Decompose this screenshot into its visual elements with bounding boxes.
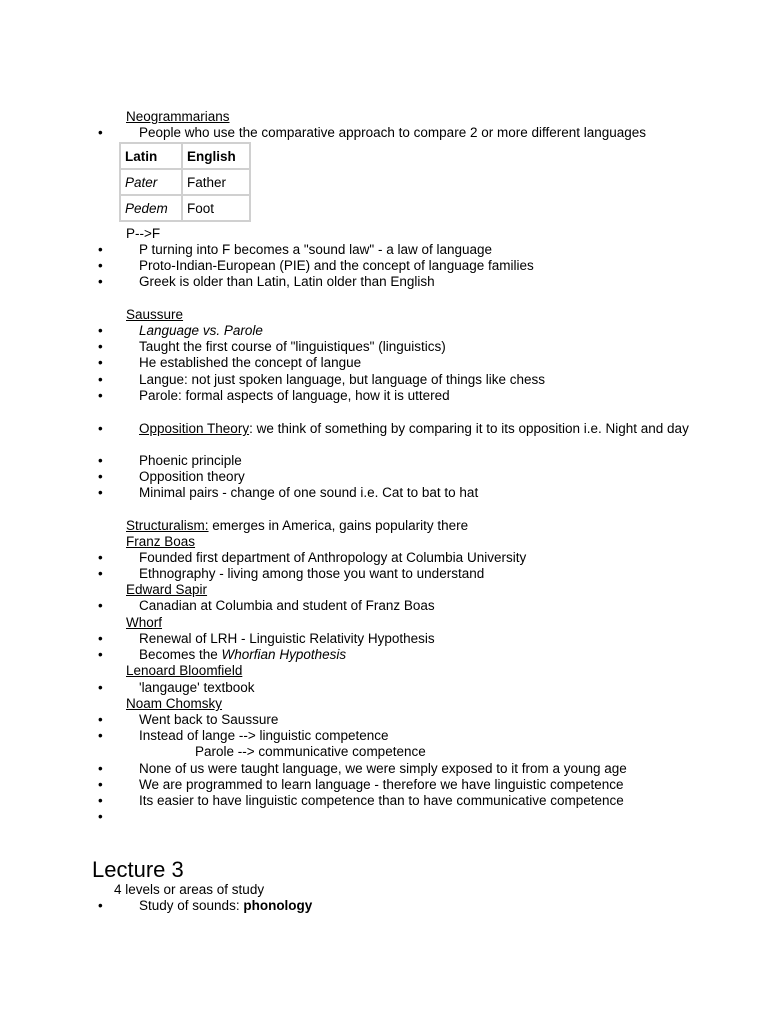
bullet-icon: • <box>98 728 103 743</box>
table-row <box>120 169 250 195</box>
lecture-3-heading: Lecture 3 <box>92 857 184 882</box>
lecture-3-subtitle: 4 levels or areas of study <box>114 882 265 897</box>
bullet-icon: • <box>98 485 103 500</box>
document-page: Neogrammarians • People who use the comparative approach to compare 2 or more different languages Latin English Pater Father Pedem Foot P-->F • P turning into F becomes a "sound law" - a law of language • Proto-Indian-European (PIE) and the concept of language families • Greek is older than Latin, Latin older than English Saussure • Language vs. Parole • Taught the first course of "linguistiques" (linguistics) • He established the concept of langue • Langue: not just spoken language, but language of things like chess • Parole: formal aspects of language, how it is uttered • Opposition Theory: we think of something by comparing it to its opposition i.e. Night and day • Phoenic principle • Opposition theory • Minimal pairs - change of one sound i.e. Cat to bat to hat Structuralism: emerges in America, gains popularity there Franz Boas • Founded first department of Anthropology at Columbia University • Ethnography - living among those you want to understand Edward Sapir • Canadian at Columbia and student of Franz Boas Whorf • Renewal of LRH - Linguistic Relativity Hypothesis • Becomes the Whorfian Hypothesis Lenoard Bloomfield • 'langauge' textbook Noam Chomsky • Went back to Saussure • Instead of lange --> linguistic competence Parole --> communicative competence • None of us were taught language, we were simply exposed to it from a young age • We are programmed to learn language - therefore we have linguistic competence • Its easier to have linguistic competence than to have communicative competence • Lecture 3 4 levels or areas of study • Study of sounds: phonology <box>0 0 784 1015</box>
structuralism-text: emerges in America, gains popularity there <box>208 518 469 533</box>
bullet-icon: • <box>98 598 103 613</box>
bullet-icon: • <box>98 566 103 581</box>
bullet-icon: • <box>98 323 103 338</box>
subheading-franz-boas: Franz Boas <box>126 534 196 549</box>
bullet-icon: • <box>98 793 103 808</box>
list-item-continuation: Parole --> communicative competence <box>195 744 426 759</box>
table-header-row <box>120 143 250 169</box>
phonology-prefix: Study of sounds: <box>139 898 244 913</box>
table-cell: Father <box>182 169 250 195</box>
opposition-theory-text: : we think of something by comparing it to its opposition i.e. Night and day <box>249 421 689 436</box>
bullet-icon: • <box>98 453 103 468</box>
section-heading-neogrammarians: Neogrammarians <box>126 109 230 124</box>
whorf-prefix: Becomes the <box>139 647 222 662</box>
bullet-icon: • <box>98 712 103 727</box>
table-cell: Pater <box>120 169 182 195</box>
whorfian-hypothesis: Whorfian Hypothesis <box>221 647 347 662</box>
bullet-icon: • <box>98 809 103 824</box>
bullet-icon: • <box>98 339 103 354</box>
subheading-whorf: Whorf <box>126 615 163 630</box>
bullet-icon: • <box>98 125 103 140</box>
bullet-icon: • <box>98 647 103 662</box>
bullet-icon: • <box>98 372 103 387</box>
opposition-theory-paragraph <box>126 421 692 437</box>
opposition-theory-label: Opposition Theory <box>139 421 250 436</box>
bullet-icon: • <box>98 242 103 257</box>
subheading-edward-sapir: Edward Sapir <box>126 582 208 597</box>
table-cell: Pedem <box>120 195 182 221</box>
table-header-cell: English <box>182 143 250 169</box>
arrow-note: P-->F <box>126 226 161 241</box>
phonology-term: phonology <box>243 898 313 913</box>
bullet-icon: • <box>98 469 103 484</box>
structuralism-label: Structuralism: <box>126 518 209 533</box>
bullet-icon: • <box>98 258 103 273</box>
section-heading-saussure: Saussure <box>126 307 184 322</box>
bullet-icon: • <box>98 631 103 646</box>
bullet-icon: • <box>98 550 103 565</box>
latin-english-table <box>119 142 251 222</box>
table-cell: Foot <box>182 195 250 221</box>
bullet-icon: • <box>98 761 103 776</box>
bullet-icon: • <box>98 274 103 289</box>
bullet-icon: • <box>98 355 103 370</box>
subheading-noam-chomsky: Noam Chomsky <box>126 696 223 711</box>
bullet-icon: • <box>98 898 103 913</box>
table-header-cell: Latin <box>120 143 182 169</box>
bullet-icon: • <box>98 421 103 436</box>
bullet-icon: • <box>98 777 103 792</box>
table-row <box>120 195 250 221</box>
structuralism-line <box>126 518 468 534</box>
subheading-bloomfield: Lenoard Bloomfield <box>126 663 243 678</box>
bullet-icon: • <box>98 388 103 403</box>
bullet-icon: • <box>98 680 103 695</box>
